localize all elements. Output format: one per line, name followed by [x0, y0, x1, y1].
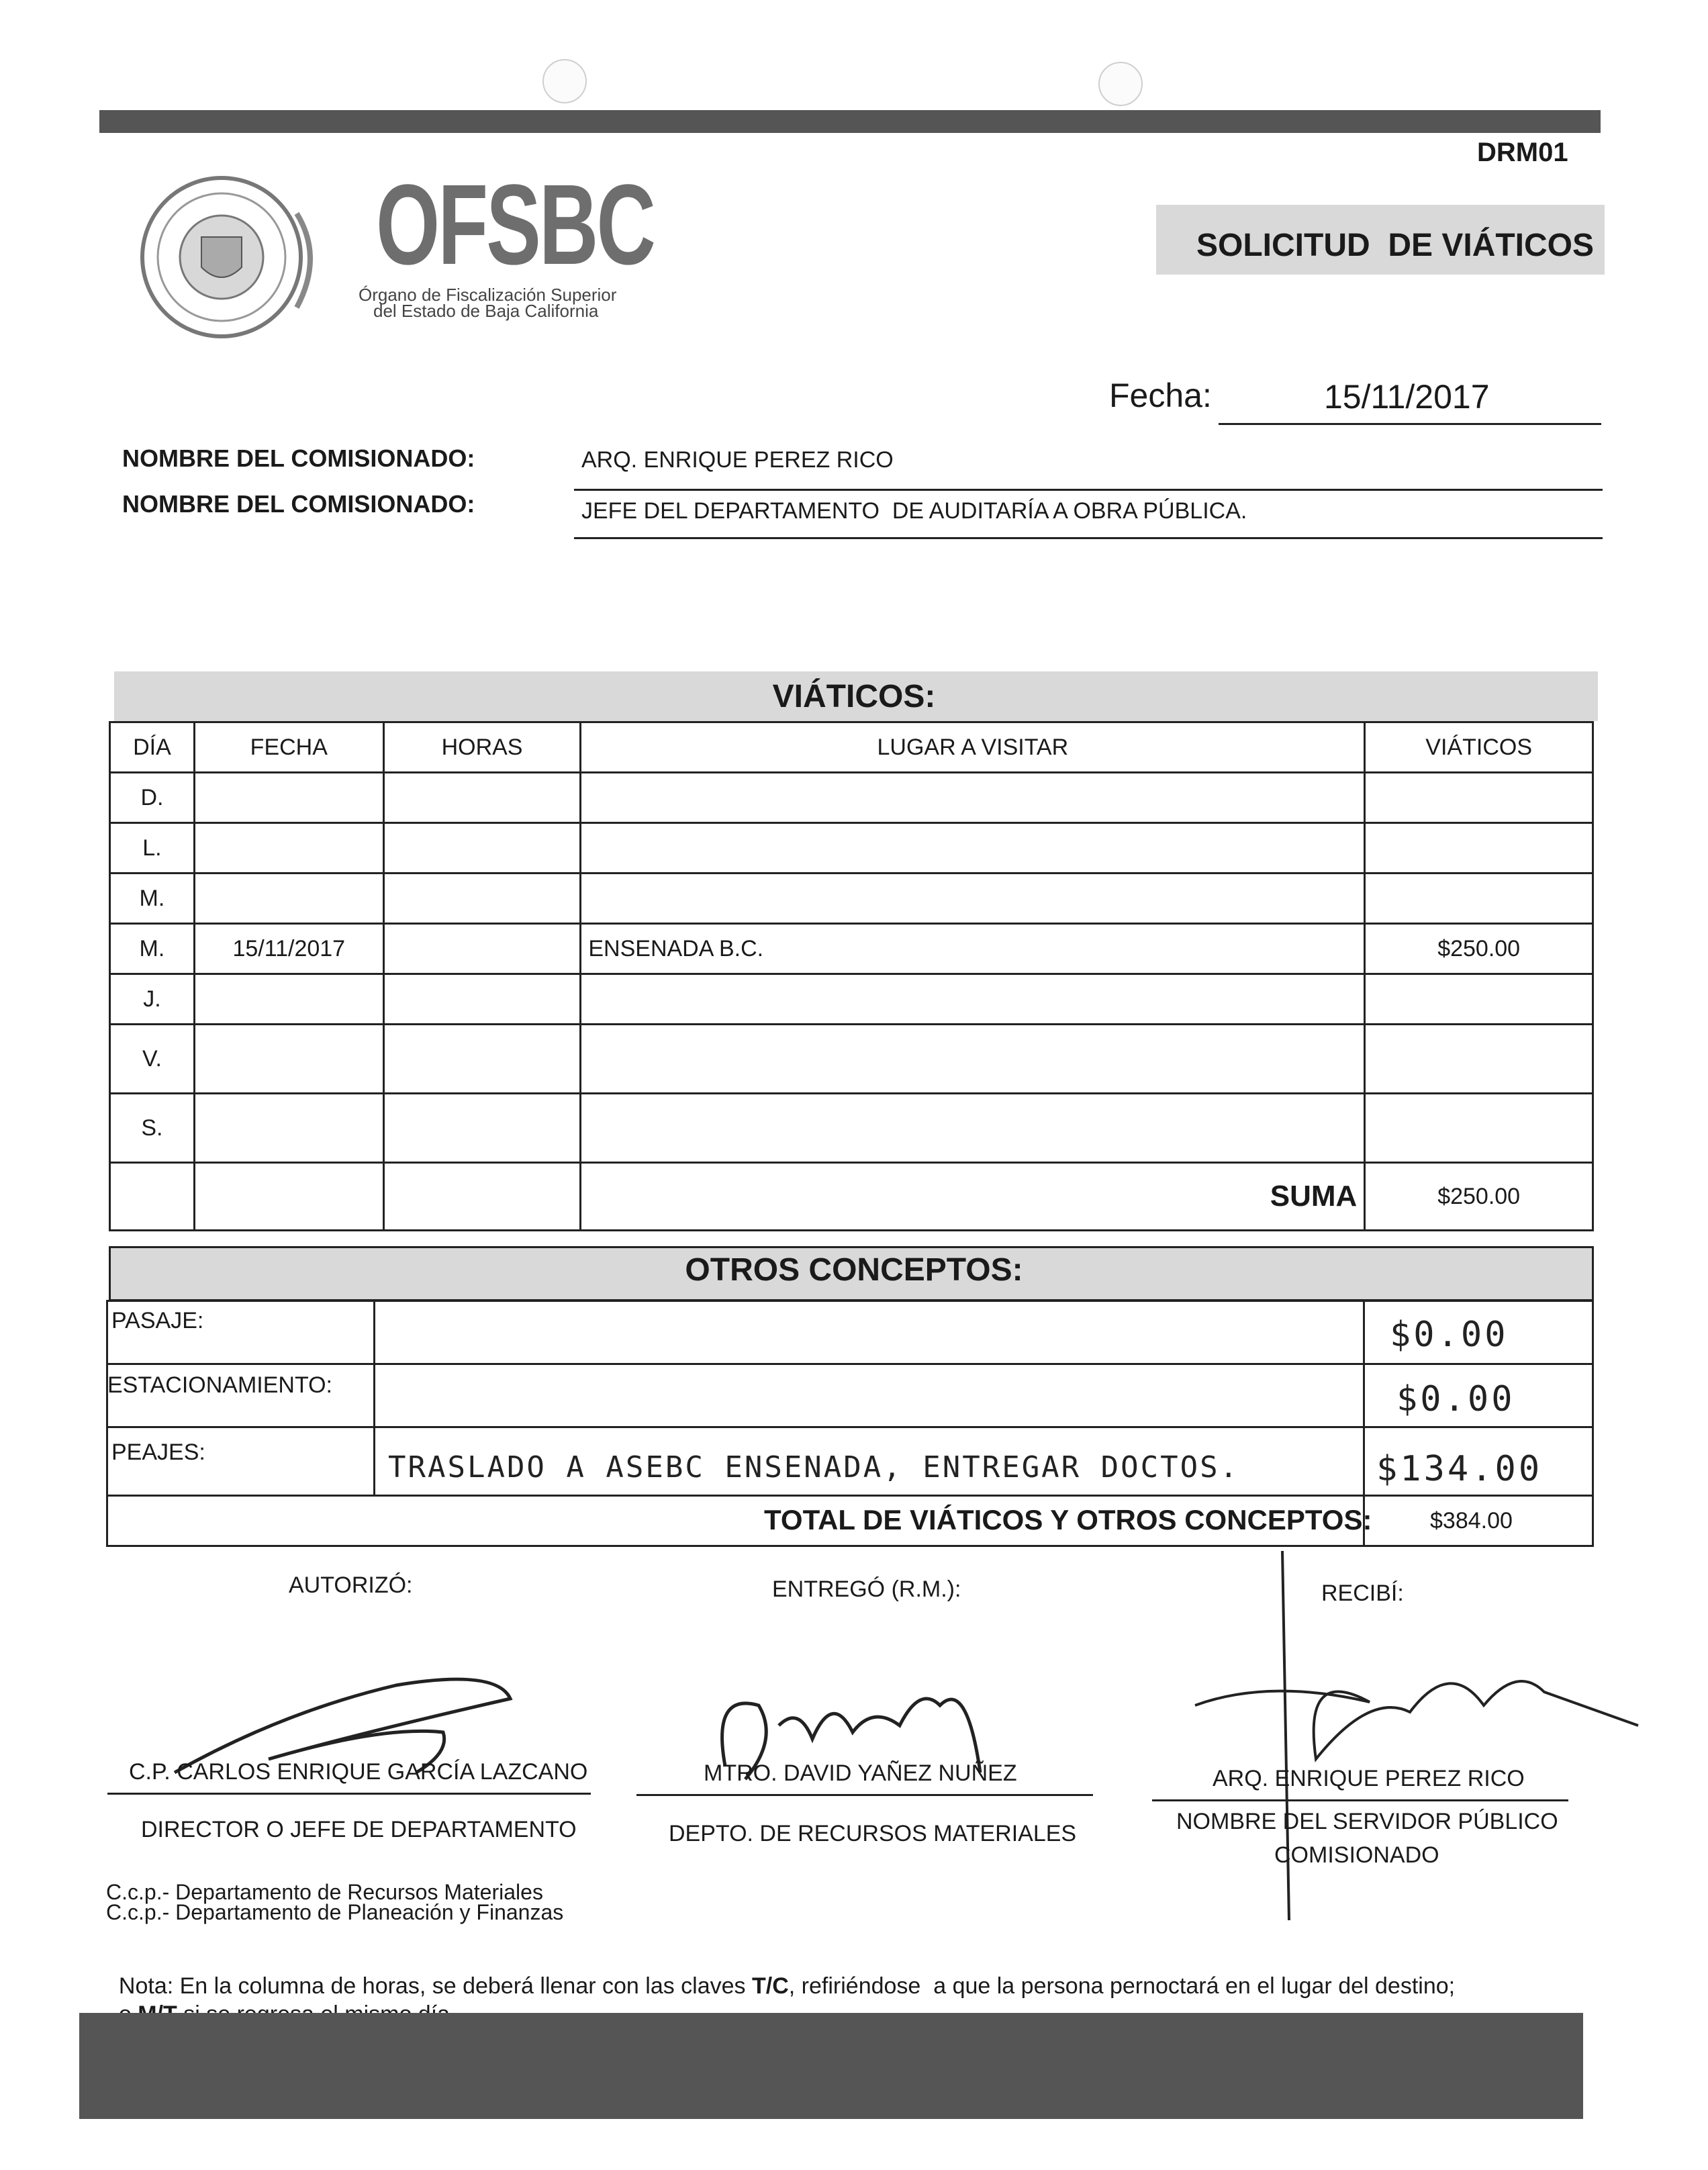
nota-1b: T/C	[752, 1973, 789, 1999]
otros-title: OTROS CONCEPTOS:	[685, 1252, 1023, 1288]
table-row	[110, 1094, 1593, 1163]
sum-label: SUMA	[581, 1163, 1365, 1231]
total-label: TOTAL DE VIÁTICOS Y OTROS CONCEPTOS:	[764, 1504, 1372, 1536]
row-hours	[383, 1025, 581, 1094]
row-place	[581, 823, 1365, 874]
table-row	[110, 924, 1593, 974]
estacionamiento-label: ESTACIONAMIENTO:	[107, 1372, 333, 1398]
name-value: ARQ. ENRIQUE PEREZ RICO	[581, 447, 894, 473]
recibi-line	[1152, 1799, 1568, 1801]
recibi-name: ARQ. ENRIQUE PEREZ RICO	[1213, 1766, 1525, 1791]
peajes-amount: $134.00	[1376, 1449, 1543, 1489]
ccp-1: C.c.p.- Departamento de Recursos Materiales	[106, 1880, 543, 1904]
row-place	[581, 1025, 1365, 1094]
date-value: 15/11/2017	[1324, 378, 1490, 416]
name-label: NOMBRE DEL COMISIONADO:	[122, 444, 475, 472]
col-header-hours: HORAS	[383, 722, 581, 773]
col-header-amount: VIÁTICOS	[1365, 722, 1593, 773]
otros-row-line-1	[106, 1363, 1594, 1365]
row-day: J.	[110, 974, 195, 1025]
autorizo-name: C.P. CARLOS ENRIQUE GARCÍA LAZCANO	[129, 1759, 588, 1785]
viaticos-title: VIÁTICOS:	[772, 679, 936, 714]
row-place	[581, 874, 1365, 924]
autorizo-line	[107, 1793, 591, 1795]
row-hours	[383, 1094, 581, 1163]
position-underline	[574, 537, 1603, 539]
row-date	[194, 1025, 383, 1094]
row-day: L.	[110, 823, 195, 874]
row-place	[581, 1094, 1365, 1163]
row-hours	[383, 874, 581, 924]
row-day: M.	[110, 874, 195, 924]
punch-hole-left	[542, 59, 587, 103]
ccp-2: C.c.p.- Departamento de Planeación y Finanzas	[106, 1900, 564, 1924]
row-amount	[1365, 1094, 1593, 1163]
punch-hole-right	[1098, 62, 1143, 106]
row-hours	[383, 924, 581, 974]
otros-row-line-3	[106, 1495, 1594, 1497]
nota-1a: Nota: En la columna de horas, se deberá llenar con las claves	[118, 1973, 752, 1999]
row-date	[194, 974, 383, 1025]
recibi-title-2: COMISIONADO	[1274, 1842, 1439, 1868]
row-amount	[1365, 874, 1593, 924]
row-amount	[1365, 1025, 1593, 1094]
peajes-label: PEAJES:	[111, 1440, 205, 1465]
estacionamiento-amount: $0.00	[1396, 1379, 1515, 1419]
row-amount	[1365, 974, 1593, 1025]
table-row	[110, 974, 1593, 1025]
row-hours	[383, 974, 581, 1025]
otros-col-line-1	[373, 1300, 375, 1495]
position-label: NOMBRE DEL COMISIONADO:	[122, 490, 475, 518]
row-day: V.	[110, 1025, 195, 1094]
col-header-date: FECHA	[194, 722, 383, 773]
row-day: M.	[110, 924, 195, 974]
logo-acronym: OFSBC	[376, 161, 654, 289]
entrego-line	[636, 1794, 1093, 1796]
recibi-title-1: NOMBRE DEL SERVIDOR PÚBLICO	[1176, 1809, 1558, 1834]
sum-row	[110, 1163, 1593, 1231]
peajes-desc: TRASLADO A ASEBC ENSENADA, ENTREGAR DOCTOS.	[388, 1450, 1240, 1484]
entrego-title: DEPTO. DE RECURSOS MATERIALES	[669, 1821, 1077, 1846]
autorizo-label: AUTORIZÓ:	[289, 1572, 413, 1598]
recibi-signature	[1168, 1544, 1652, 1934]
row-amount	[1365, 823, 1593, 874]
row-date	[194, 773, 383, 823]
logo-seal	[121, 173, 342, 341]
autorizo-title: DIRECTOR O JEFE DE DEPARTAMENTO	[141, 1817, 577, 1842]
sum-empty-1	[110, 1163, 195, 1231]
row-day: D.	[110, 773, 195, 823]
row-place	[581, 974, 1365, 1025]
row-place: ENSENADA B.C.	[581, 924, 1365, 974]
total-value: $384.00	[1430, 1508, 1513, 1534]
bottom-bar	[79, 2013, 1583, 2119]
col-header-day: DÍA	[110, 722, 195, 773]
otros-row-line-2	[106, 1426, 1594, 1428]
row-date	[194, 823, 383, 874]
entrego-label: ENTREGÓ (R.M.):	[772, 1576, 961, 1602]
sum-empty-2	[194, 1163, 383, 1231]
date-underline	[1219, 423, 1601, 425]
row-amount	[1365, 773, 1593, 823]
row-place	[581, 773, 1365, 823]
table-header-row	[110, 722, 1593, 773]
row-date	[194, 1094, 383, 1163]
row-hours	[383, 773, 581, 823]
sum-empty-3	[383, 1163, 581, 1231]
pasaje-amount: $0.00	[1390, 1315, 1509, 1355]
logo-subtitle-2: del Estado de Baja California	[373, 301, 599, 321]
table-row	[110, 823, 1593, 874]
form-code: DRM01	[1477, 138, 1568, 167]
table-row	[110, 1025, 1593, 1094]
table-row	[110, 874, 1593, 924]
entrego-name: MTRO. DAVID YAÑEZ NUÑEZ	[704, 1760, 1017, 1786]
col-header-place: LUGAR A VISITAR	[581, 722, 1365, 773]
row-hours	[383, 823, 581, 874]
row-date	[194, 874, 383, 924]
pasaje-label: PASAJE:	[111, 1308, 204, 1333]
row-amount: $250.00	[1365, 924, 1593, 974]
recibi-label: RECIBÍ:	[1321, 1581, 1404, 1606]
row-day: S.	[110, 1094, 195, 1163]
name-underline	[574, 489, 1603, 491]
top-bar	[99, 110, 1601, 133]
logo-subtitle-1: Órgano de Fiscalización Superior	[359, 285, 617, 305]
form-title: SOLICITUD DE VIÁTICOS	[1196, 228, 1595, 263]
viaticos-table	[109, 721, 1594, 1231]
table-row	[110, 773, 1593, 823]
nota-1c: , refiriéndose a que la persona pernoctará en el lugar del destino;	[788, 1973, 1456, 1999]
position-value: JEFE DEL DEPARTAMENTO DE AUDITARÍA A OBRA PÚBLICA.	[581, 498, 1247, 524]
sum-value: $250.00	[1365, 1163, 1593, 1231]
row-date: 15/11/2017	[194, 924, 383, 974]
date-label: Fecha:	[1109, 377, 1212, 414]
